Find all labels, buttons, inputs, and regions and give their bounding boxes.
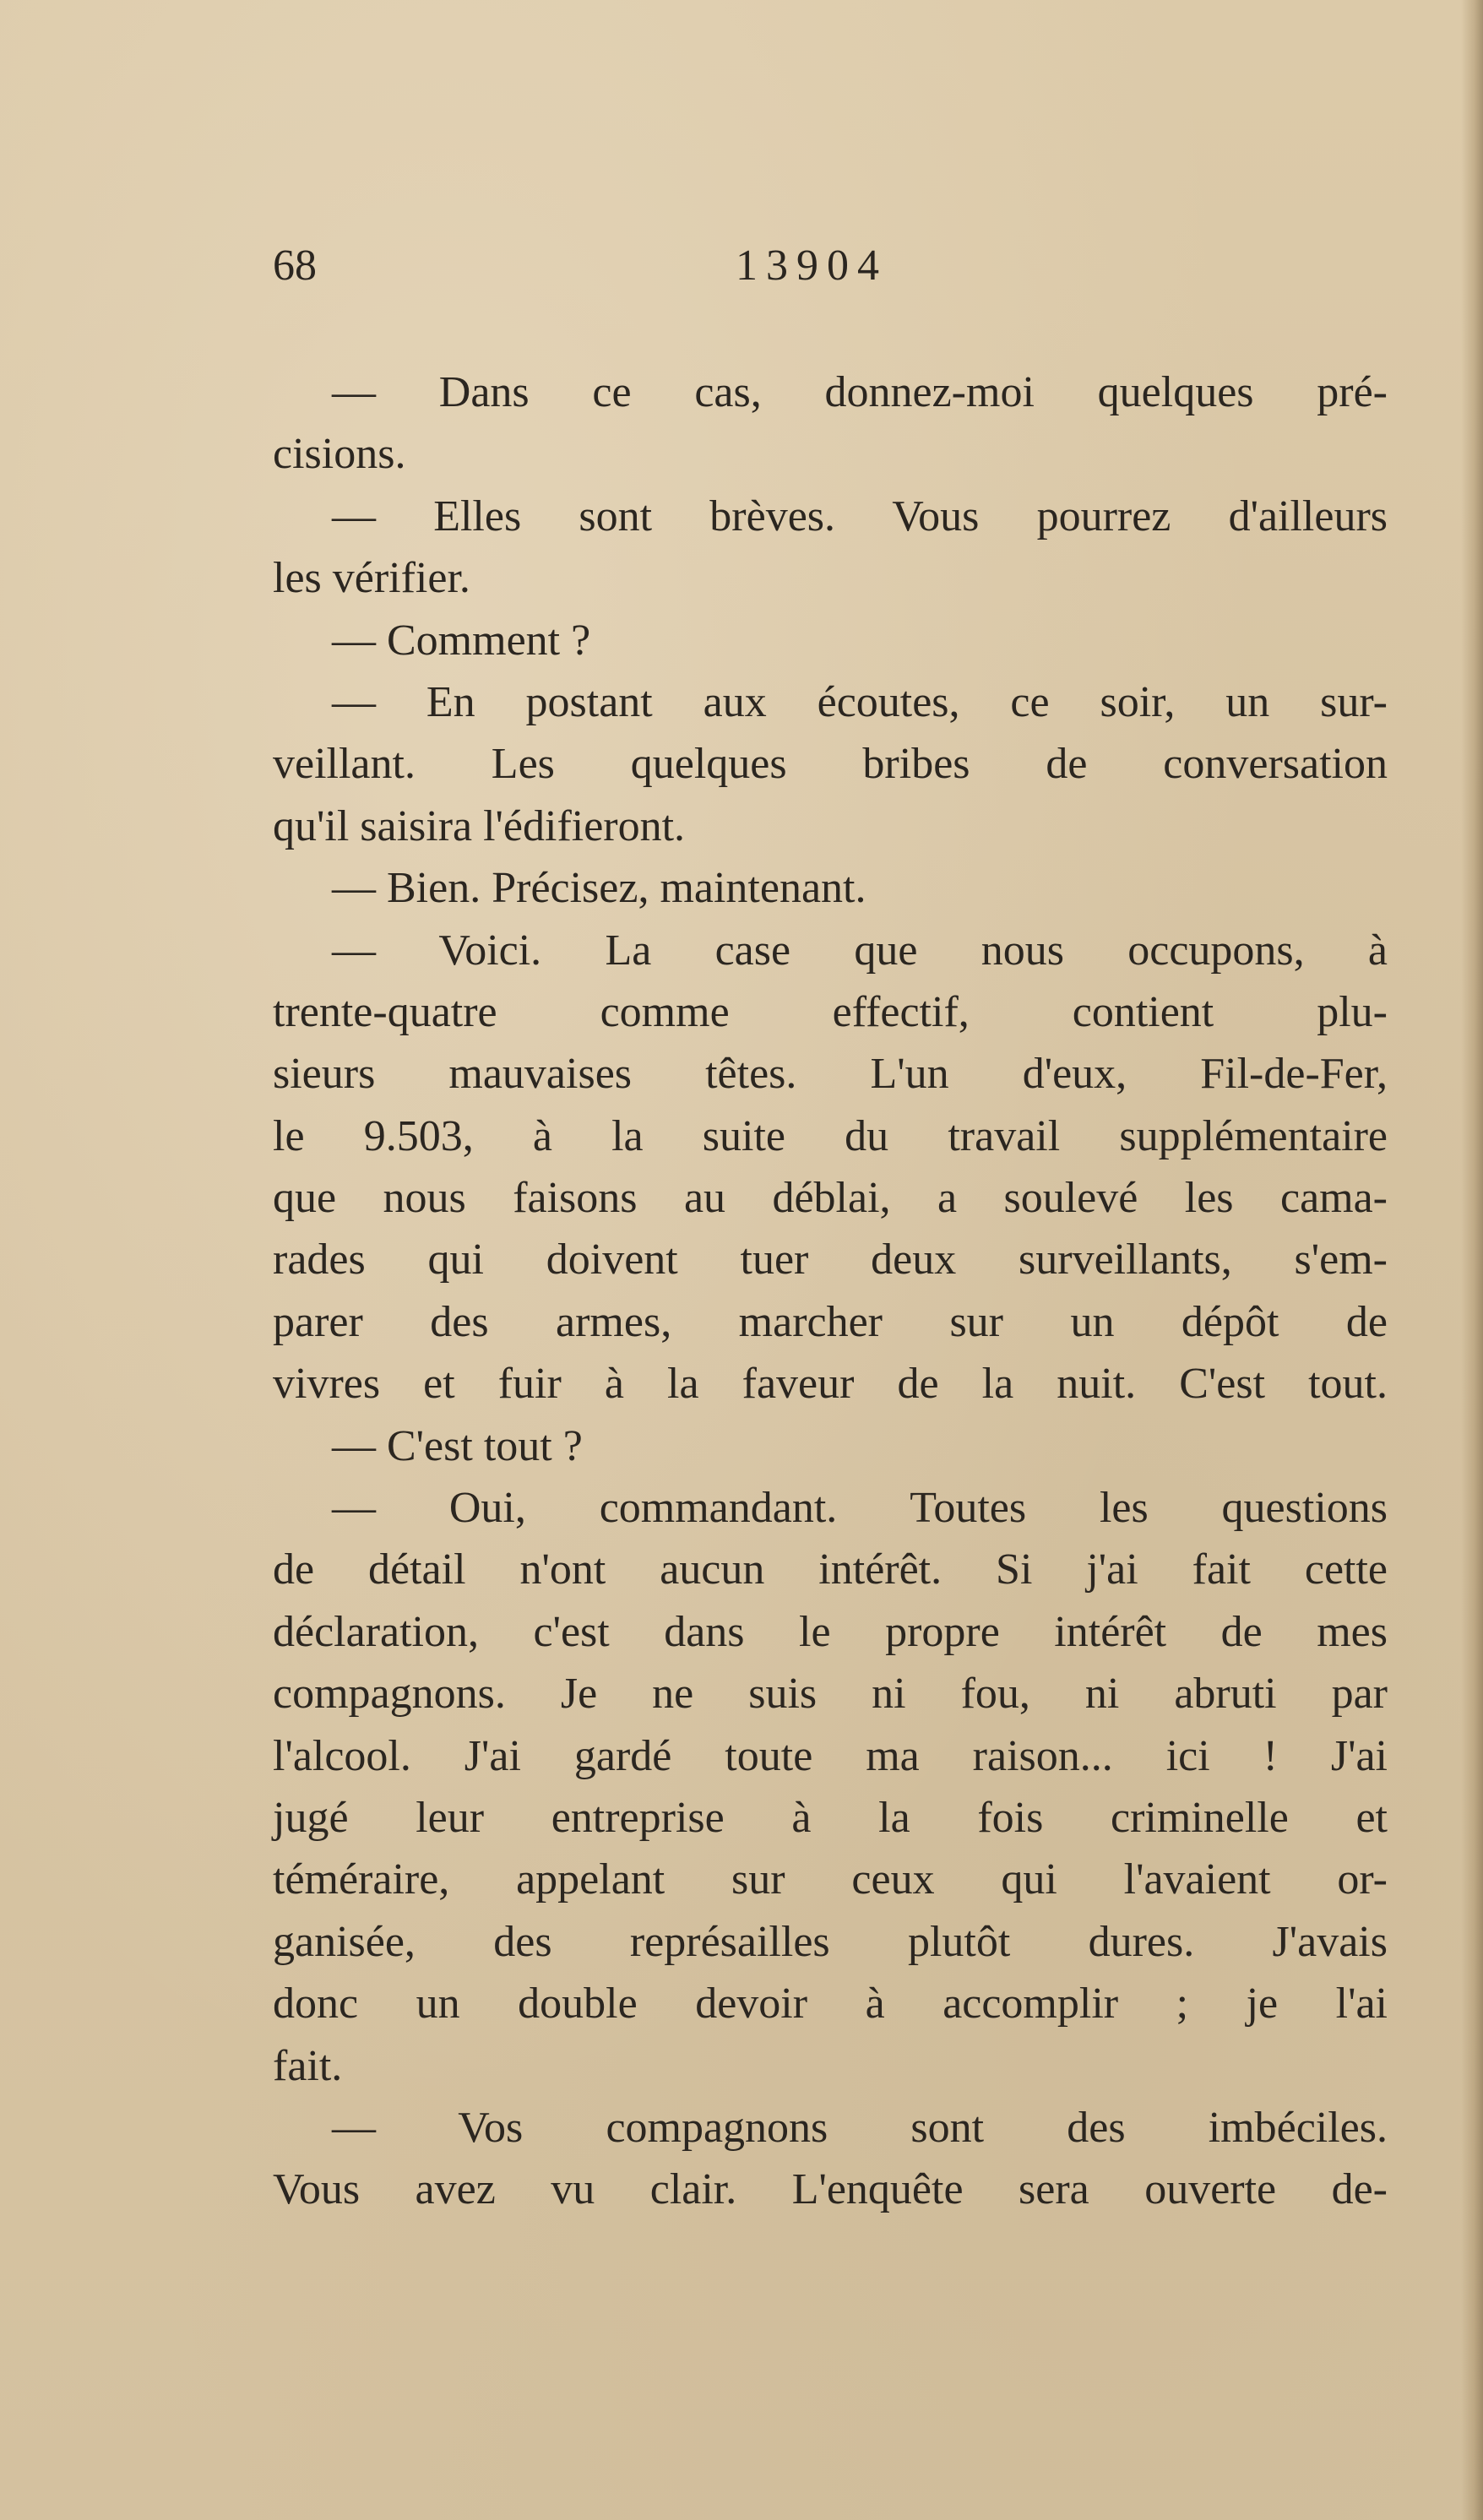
- text-line: veillant. Les quelques bribes de conversation: [273, 740, 1388, 789]
- text-line: — Elles sont brèves. Vous pourrez d'ailleurs: [332, 492, 1388, 540]
- text-line: fait.: [273, 2041, 343, 2090]
- text-line: trente-quatre comme effectif, contient plu-: [273, 987, 1388, 1036]
- text-line: l'alcool. J'ai gardé toute ma raison... ici ! J'ai: [273, 1731, 1388, 1780]
- text-line: — Vos compagnons sont des imbéciles.: [332, 2103, 1388, 2152]
- text-line: — Comment ?: [332, 616, 591, 665]
- running-head: 13904: [736, 242, 888, 290]
- text-line: — Voici. La case que nous occupons, à: [332, 926, 1388, 975]
- body-text: [273, 361, 1388, 2221]
- text-line: jugé leur entreprise à la fois criminelle et: [273, 1793, 1388, 1842]
- text-line: — En postant aux écoutes, ce soir, un sur-: [332, 677, 1388, 726]
- text-line: Vous avez vu clair. L'enquête sera ouverte de-: [273, 2165, 1388, 2214]
- text-line: compagnons. Je ne suis ni fou, ni abruti par: [273, 1670, 1388, 1719]
- text-line: déclaration, c'est dans le propre intérêt de mes: [273, 1607, 1388, 1656]
- text-line: téméraire, appelant sur ceux qui l'avaient or-: [273, 1855, 1388, 1904]
- page-header: [273, 236, 1388, 296]
- text-line: donc un double devoir à accomplir ; je l'ai: [273, 1980, 1388, 2028]
- text-line: les vérifier.: [273, 554, 470, 603]
- text-line: parer des armes, marcher sur un dépôt de: [273, 1297, 1388, 1346]
- page-edge-shadow: [1461, 0, 1483, 2520]
- text-line: cisions.: [273, 430, 406, 479]
- text-line: sieurs mauvaises têtes. L'un d'eux, Fil-de-Fer,: [273, 1050, 1388, 1099]
- text-line: de détail n'ont aucun intérêt. Si j'ai fait cette: [273, 1545, 1388, 1594]
- text-line: que nous faisons au déblai, a soulevé les cama-: [273, 1174, 1388, 1223]
- text-line: — C'est tout ?: [332, 1421, 583, 1470]
- text-line: qu'il saisira l'édifieront.: [273, 801, 686, 850]
- text-line: — Bien. Précisez, maintenant.: [332, 864, 866, 913]
- text-line: — Dans ce cas, donnez-moi quelques pré-: [332, 368, 1388, 416]
- page-number: 68: [273, 242, 317, 290]
- text-line: rades qui doivent tuer deux surveillants, s'em-: [273, 1236, 1388, 1284]
- text-line: vivres et fuir à la faveur de la nuit. C'est tout.: [273, 1360, 1388, 1409]
- text-line: — Oui, commandant. Toutes les questions: [332, 1484, 1388, 1533]
- text-line: ganisée, des représailles plutôt dures. J'avais: [273, 1917, 1388, 1966]
- text-line: le 9.503, à la suite du travail supplémentaire: [273, 1111, 1388, 1160]
